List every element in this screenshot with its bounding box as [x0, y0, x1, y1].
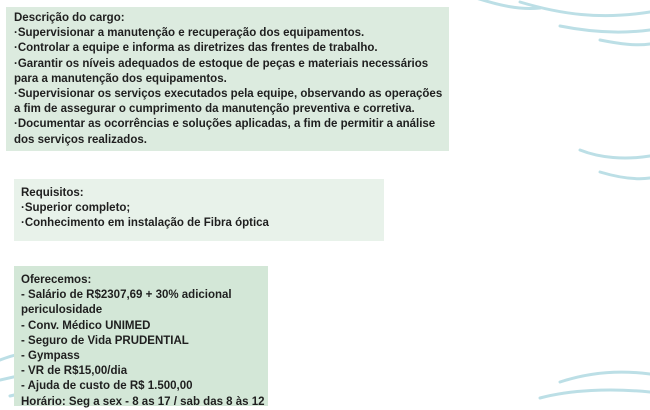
work-hours: Horário: Seg a sex - 8 as 17 / sab das 8 às 12: [21, 395, 265, 408]
benefits-card: [14, 266, 268, 406]
job-description-title: Descrição do cargo:: [14, 12, 125, 24]
job-description-line: para a manutenção dos equipamentos.: [14, 72, 227, 85]
requirements-card: [14, 179, 384, 241]
requirement-item: ·Conhecimento em instalação de Fibra óptica: [21, 217, 269, 230]
requirement-item: ·Superior completo;: [21, 202, 131, 215]
job-description-line: a fim de assegurar o cumprimento da manutenção preventiva e corretiva.: [14, 103, 415, 116]
job-description-line: ·Supervisionar os serviços executados pela equipe, observando as operações: [14, 88, 443, 101]
job-description-line: ·Documentar as ocorrências e soluções aplicadas, a fim de permitir a análise: [14, 118, 436, 131]
benefit-item: periculosidade: [21, 304, 103, 317]
job-description-line: dos serviços realizados.: [14, 133, 147, 146]
job-description-line: ·Garantir os níveis adequados de estoque de peças e materiais necessários: [14, 57, 429, 70]
benefit-item: - Salário de R$2307,69 + 30% adicional: [21, 289, 232, 302]
job-description-line: ·Supervisionar a manutenção e recuperação dos equipamentos.: [14, 27, 365, 40]
job-description-card: [6, 7, 449, 151]
benefit-item: - Gympass: [21, 350, 80, 363]
benefit-item: - Conv. Médico UNIMED: [21, 319, 151, 332]
benefit-item: - Ajuda de custo de R$ 1.500,00: [21, 380, 193, 393]
benefit-item: - Seguro de Vida PRUDENTIAL: [21, 334, 189, 347]
benefit-item: - VR de R$15,00/dia: [21, 365, 128, 378]
job-description-line: ·Controlar a equipe e informa as diretrizes das frentes de trabalho.: [14, 42, 378, 55]
benefits-title: Oferecemos:: [21, 274, 92, 286]
requirements-title: Requisitos:: [21, 187, 84, 199]
